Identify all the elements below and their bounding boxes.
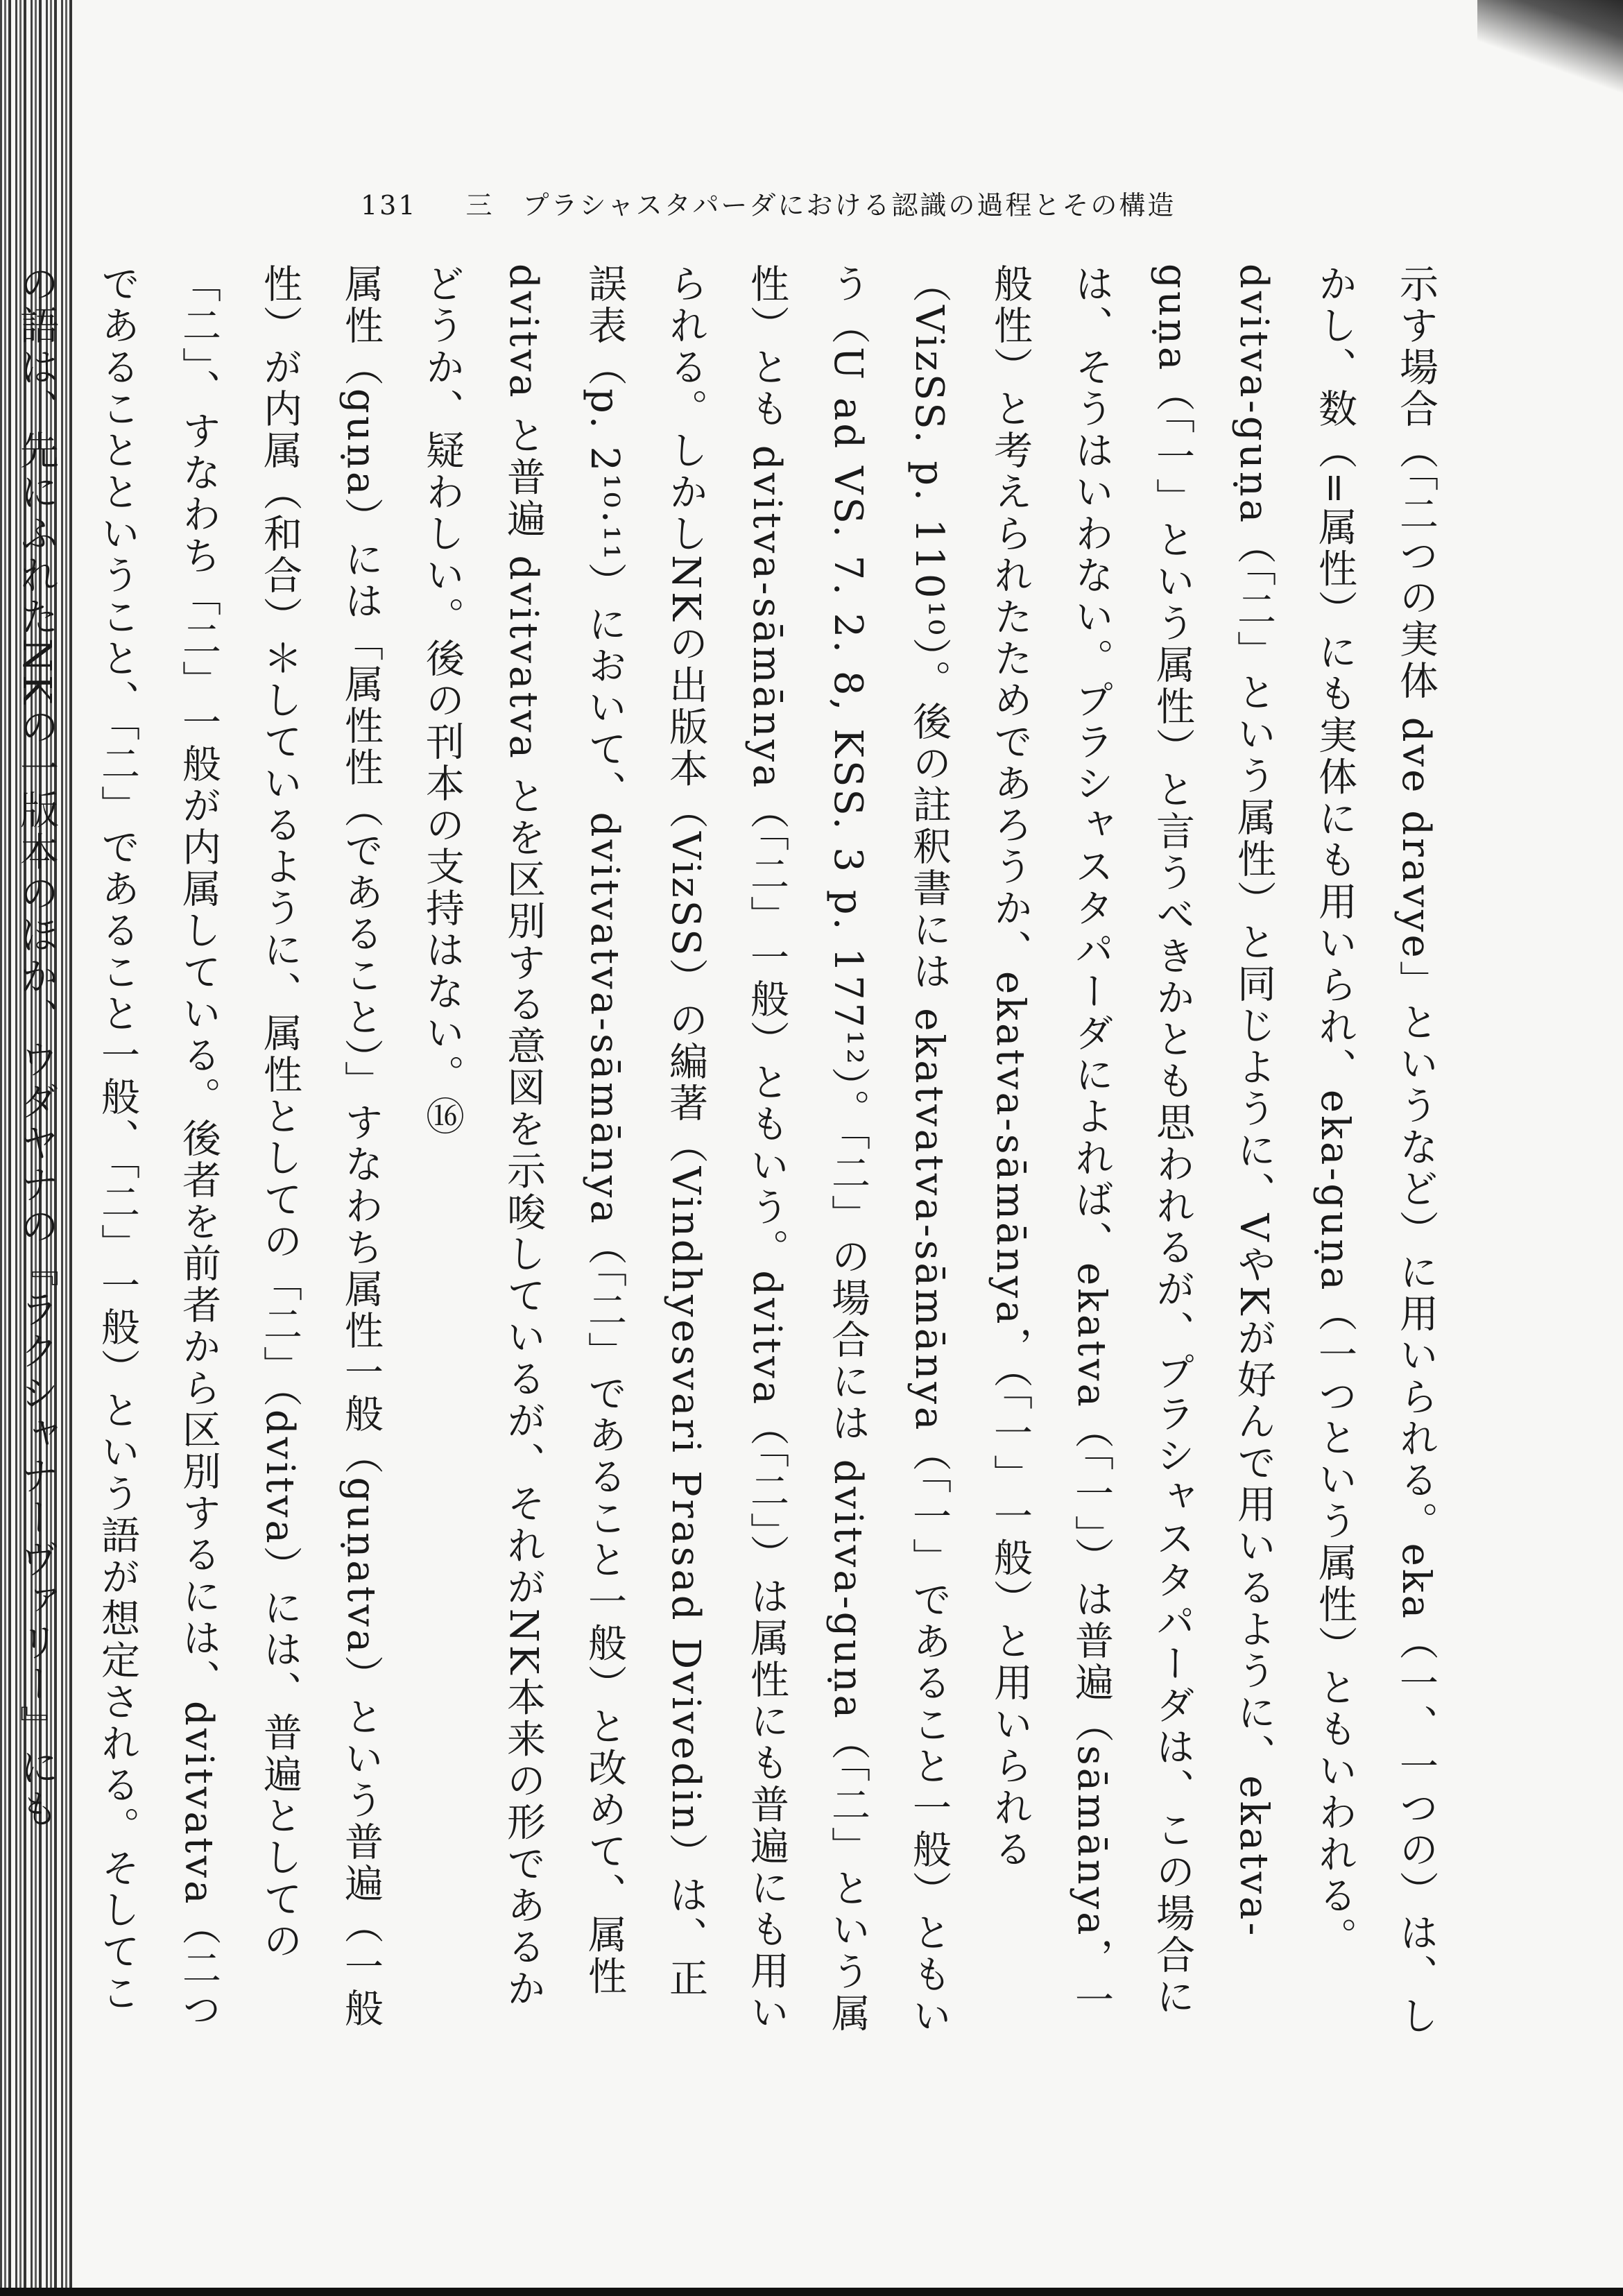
running-header bbox=[361, 184, 1176, 222]
paragraph-1: 示す場合（「二つの実体 dve dravye」というなど）に用いられる。eka（一、一つの）は、しかし、数（=属性）にも実体にも用いられ、eka-guṇa（一つという属性）ともいわれる。dvitva-guṇa（「二」という属性）と同じように、VやKが好んで用いるように、ekatva-guṇa（「一」という属性）と言うべきかとも思われるが、プラシャスタパーダは、この場合には、そうはいわない。プラシャスタパーダによれば、ekatva（「一」）は普遍（sāmānya，一般性）と考えられたためであろうか、ekatva-sāmānya，（「一」一般）と用いられる（VizSS. p. 110¹⁰）。後の註釈書には ekatvatva-sāmānya（「一」であること一般）ともいう（U ad VS. 7. 2. 8, KSS. 3 p. 177¹²）。「二」の場合には dvitva-guṇa（「二」という属性）とも dvitva-sāmānya（「二」一般）ともいう。dvitva（「二」）は属性にも普遍にも用いられる。しかしNKの出版本（VizSS）の編著（Vindhyesvari Prasad Dvivedin）は、正誤表（p. 2¹⁰·¹¹）において、dvitvatva-sāmānya（「二」であること一般）と改めて、属性 dvitva と普遍 dvitvatva とを区別する意図を示唆しているが、それがNK本来の形であるかどうか、疑わしい。後の刊本の支持はない。⑯ bbox=[420, 264, 1439, 2038]
page-corner-shadow bbox=[1477, 0, 1623, 118]
vertical-text-body bbox=[14, 264, 1457, 2039]
paragraph-2: 属性（guṇa）には「属性性（であること）」すなわち属性一般（guṇatva）という普遍（一般性）が内属（和合）＊しているように、属性としての「二」（dvitva）には、普遍としての「二」、すなわち「二」一般が内属している。後者を前者から区別するには、dvitvatva（二つであることということ、「二」であること一般、「二」一般）という語が想定される。そしてこの語は、先にふれたNKの一版本のほか、ウダヤナの『ラクシャナーヴァリー』にも bbox=[14, 264, 384, 2032]
scan-bottom-edge bbox=[0, 2288, 1623, 2296]
page-number: 131 bbox=[361, 190, 418, 221]
chapter-title: 三 プラシャスタパーダにおける認識の過程とその構造 bbox=[465, 190, 1176, 221]
